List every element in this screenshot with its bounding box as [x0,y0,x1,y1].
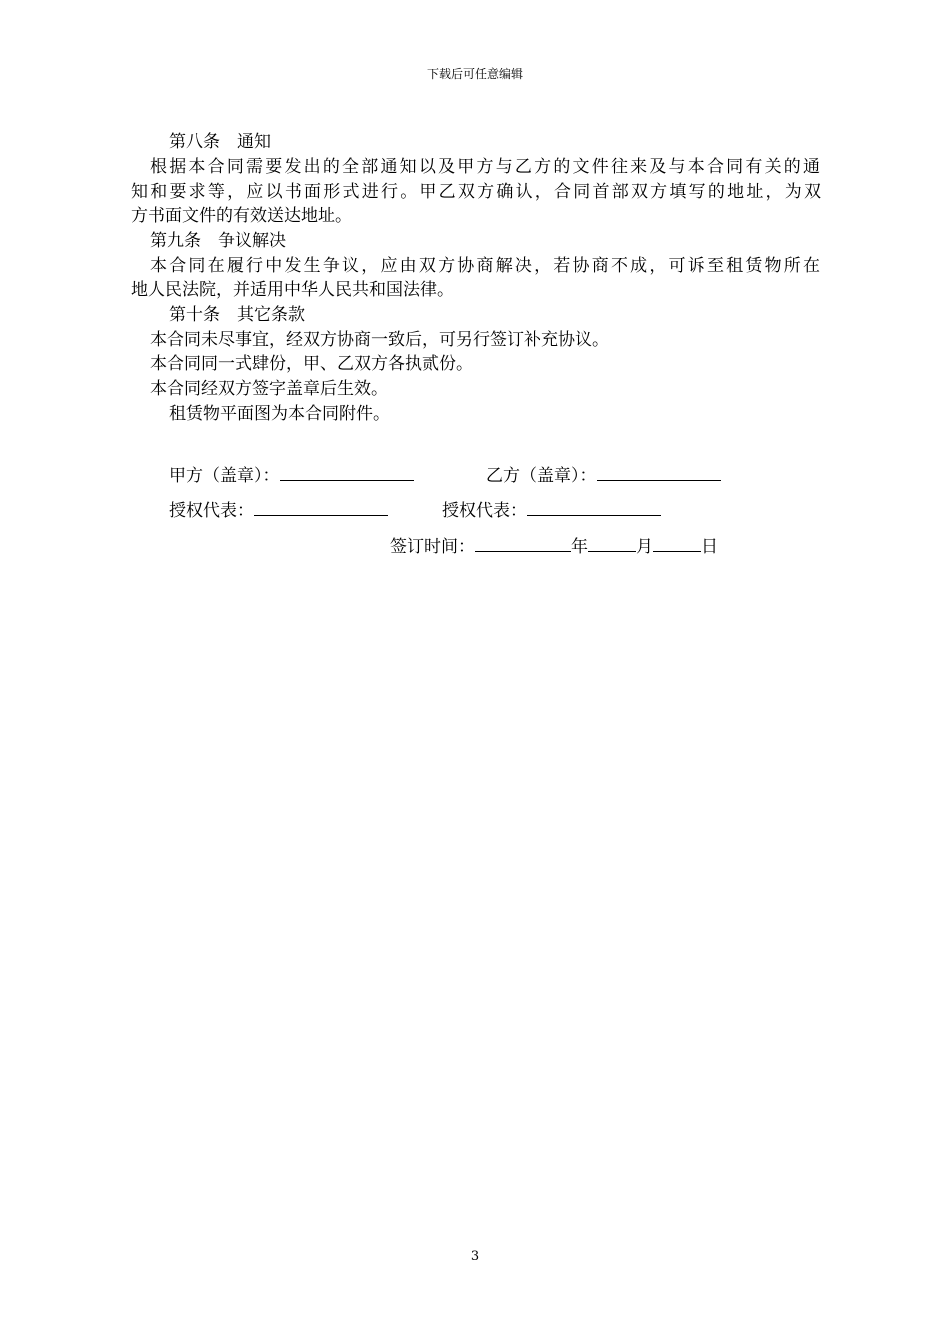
party-b-label: 乙方（盖章）： [486,466,597,486]
article-10-line-4: 租赁物平面图为本合同附件。 [169,404,390,424]
date-label: 签订时间： [390,537,475,557]
party-a-signature-blank [280,462,414,481]
date-year-blank [475,533,571,552]
party-a-signature [169,462,414,488]
date-day-blank [653,533,701,552]
date-month-blank [588,533,636,552]
party-b-signature-blank [597,462,721,481]
rep-b-signature [442,497,661,523]
article-10-line-3: 本合同经双方签字盖章后生效。 [150,379,388,399]
article-9-title: 第九条 争议解决 [150,231,286,251]
day-label: 日 [701,537,718,557]
article-10-title: 第十条 其它条款 [169,305,305,325]
party-b-signature [486,462,721,488]
article-10-line-2: 本合同同一式肆份，甲、乙双方各执贰份。 [150,354,473,374]
article-8-line-2: 知和要求等，应以书面形式进行。甲乙双方确认，合同首部双方填写的地址，为双 [131,182,821,202]
party-a-label: 甲方（盖章）： [169,466,280,486]
month-label: 月 [636,537,653,557]
page-header: 下载后可任意编辑 [426,67,523,81]
article-10-line-1: 本合同未尽事宜，经双方协商一致后，可另行签订补充协议。 [150,330,609,350]
article-9-line-1: 本合同在履行中发生争议，应由双方协商解决，若协商不成，可诉至租赁物所在 [150,256,820,276]
year-label: 年 [571,537,588,557]
rep-a-label: 授权代表： [169,501,254,521]
page-number: 3 [470,1249,480,1264]
rep-b-signature-blank [527,497,661,516]
article-8-title: 第八条 通知 [169,132,271,152]
rep-a-signature-blank [254,497,388,516]
rep-b-label: 授权代表： [442,501,527,521]
rep-a-signature [169,497,388,523]
article-8-line-3: 方书面文件的有效送达地址。 [131,206,352,226]
article-9-line-2: 地人民法院，并适用中华人民共和国法律。 [131,280,454,300]
signing-date [390,533,718,559]
article-8-line-1: 根据本合同需要发出的全部通知以及甲方与乙方的文件往来及与本合同有关的通 [150,157,820,177]
